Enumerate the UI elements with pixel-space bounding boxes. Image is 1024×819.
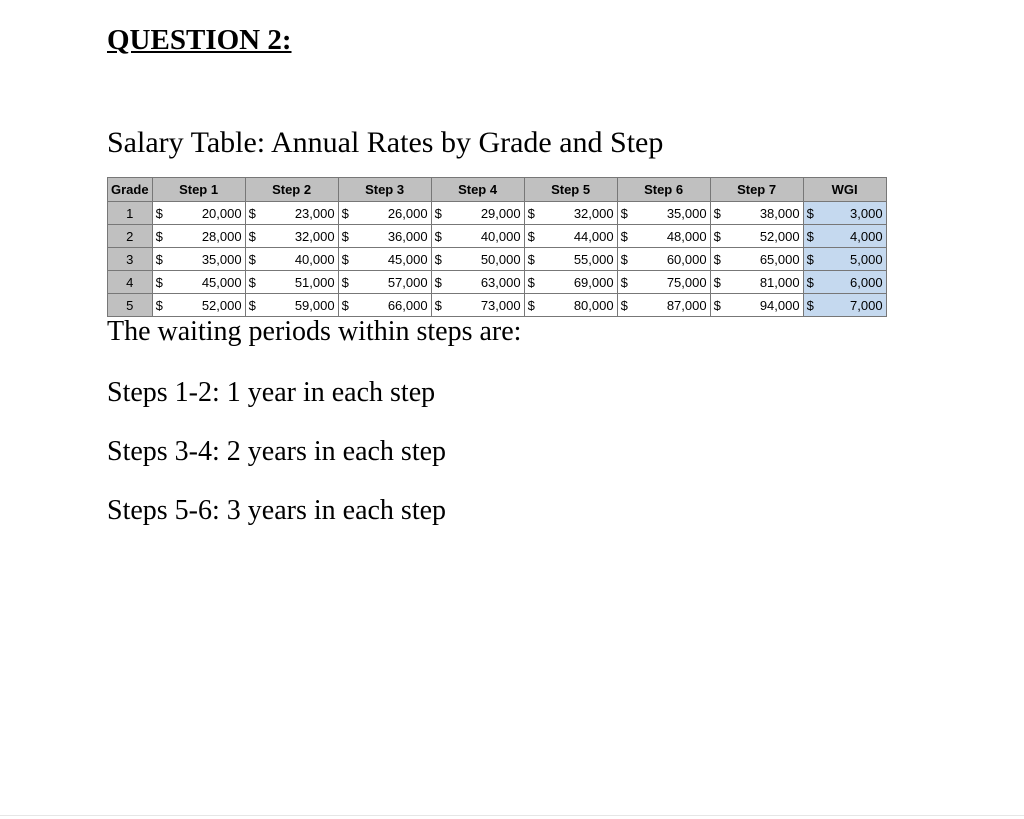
salary-table: [107, 177, 887, 317]
currency-symbol: $: [434, 228, 442, 244]
table-row: [108, 225, 887, 248]
amount: 32,000: [573, 205, 614, 221]
amount: 29,000: [480, 205, 521, 221]
amount: 26,000: [387, 205, 428, 221]
salary-cell: [338, 202, 431, 225]
currency-symbol: $: [434, 297, 442, 313]
salary-cell: [431, 271, 524, 294]
column-header: Step 7: [710, 178, 803, 202]
amount: 75,000: [666, 274, 707, 290]
amount: 6,000: [850, 274, 883, 290]
wgi-cell: [803, 294, 886, 317]
amount: 4,000: [850, 228, 883, 244]
salary-cell: [431, 225, 524, 248]
amount: 40,000: [480, 228, 521, 244]
salary-cell: [710, 294, 803, 317]
column-header: Step 3: [338, 178, 431, 202]
amount: 66,000: [387, 297, 428, 313]
currency-symbol: $: [527, 251, 535, 267]
wgi-cell: [803, 225, 886, 248]
salary-cell: [152, 248, 245, 271]
amount: 38,000: [759, 205, 800, 221]
amount: 69,000: [573, 274, 614, 290]
table-row: [108, 202, 887, 225]
column-header: Step 1: [152, 178, 245, 202]
amount: 3,000: [850, 205, 883, 221]
currency-symbol: $: [341, 228, 349, 244]
salary-cell: [617, 225, 710, 248]
header-row: [108, 178, 887, 202]
wgi-cell: [803, 271, 886, 294]
column-header: Step 4: [431, 178, 524, 202]
amount: 59,000: [294, 297, 335, 313]
salary-cell: [245, 271, 338, 294]
amount: 35,000: [666, 205, 707, 221]
amount: 35,000: [201, 251, 242, 267]
salary-cell: [431, 294, 524, 317]
currency-symbol: $: [155, 205, 163, 221]
currency-symbol: $: [155, 228, 163, 244]
amount: 94,000: [759, 297, 800, 313]
salary-cell: [152, 294, 245, 317]
salary-cell: [152, 271, 245, 294]
salary-cell: [710, 202, 803, 225]
amount: 48,000: [666, 228, 707, 244]
currency-symbol: $: [434, 251, 442, 267]
currency-symbol: $: [713, 205, 721, 221]
currency-symbol: $: [806, 274, 814, 290]
salary-cell: [617, 294, 710, 317]
grade-cell: 1: [108, 202, 153, 225]
currency-symbol: $: [713, 274, 721, 290]
table-title: Salary Table: Annual Rates by Grade and Step: [107, 126, 664, 159]
column-header: Step 5: [524, 178, 617, 202]
grade-cell: 4: [108, 271, 153, 294]
currency-symbol: $: [341, 251, 349, 267]
salary-cell: [338, 248, 431, 271]
salary-cell: [431, 248, 524, 271]
amount: 51,000: [294, 274, 335, 290]
currency-symbol: $: [713, 251, 721, 267]
currency-symbol: $: [155, 274, 163, 290]
amount: 50,000: [480, 251, 521, 267]
column-header: Step 6: [617, 178, 710, 202]
currency-symbol: $: [155, 297, 163, 313]
salary-cell: [245, 202, 338, 225]
currency-symbol: $: [527, 205, 535, 221]
amount: 73,000: [480, 297, 521, 313]
currency-symbol: $: [806, 251, 814, 267]
grade-cell: 5: [108, 294, 153, 317]
table-row: [108, 271, 887, 294]
salary-cell: [245, 225, 338, 248]
currency-symbol: $: [248, 205, 256, 221]
currency-symbol: $: [527, 274, 535, 290]
currency-symbol: $: [434, 205, 442, 221]
waiting-period-steps-3-4: Steps 3-4: 2 years in each step: [107, 436, 447, 467]
currency-symbol: $: [620, 274, 628, 290]
amount: 57,000: [387, 274, 428, 290]
amount: 5,000: [850, 251, 883, 267]
amount: 45,000: [387, 251, 428, 267]
amount: 52,000: [201, 297, 242, 313]
amount: 40,000: [294, 251, 335, 267]
amount: 45,000: [201, 274, 242, 290]
salary-cell: [710, 225, 803, 248]
currency-symbol: $: [434, 274, 442, 290]
salary-cell: [524, 294, 617, 317]
currency-symbol: $: [248, 297, 256, 313]
salary-cell: [431, 202, 524, 225]
column-header: WGI: [803, 178, 886, 202]
amount: 63,000: [480, 274, 521, 290]
waiting-intro: The waiting periods within steps are:: [107, 316, 522, 347]
amount: 80,000: [573, 297, 614, 313]
currency-symbol: $: [713, 228, 721, 244]
amount: 44,000: [573, 228, 614, 244]
currency-symbol: $: [341, 297, 349, 313]
question-title: QUESTION 2:: [107, 24, 292, 56]
waiting-period-steps-5-6: Steps 5-6: 3 years in each step: [107, 495, 447, 526]
amount: 52,000: [759, 228, 800, 244]
salary-cell: [524, 271, 617, 294]
salary-cell: [338, 271, 431, 294]
currency-symbol: $: [248, 274, 256, 290]
salary-cell: [338, 225, 431, 248]
amount: 65,000: [759, 251, 800, 267]
amount: 7,000: [850, 297, 883, 313]
currency-symbol: $: [527, 228, 535, 244]
currency-symbol: $: [620, 251, 628, 267]
salary-cell: [152, 225, 245, 248]
currency-symbol: $: [341, 274, 349, 290]
wgi-cell: [803, 202, 886, 225]
currency-symbol: $: [620, 297, 628, 313]
currency-symbol: $: [341, 205, 349, 221]
amount: 36,000: [387, 228, 428, 244]
salary-cell: [524, 248, 617, 271]
salary-cell: [245, 248, 338, 271]
salary-cell: [710, 248, 803, 271]
amount: 87,000: [666, 297, 707, 313]
column-header: Grade: [108, 178, 153, 202]
currency-symbol: $: [620, 205, 628, 221]
waiting-period-steps-1-2: Steps 1-2: 1 year in each step: [107, 377, 436, 408]
salary-cell: [617, 202, 710, 225]
salary-cell: [524, 202, 617, 225]
salary-cell: [617, 248, 710, 271]
currency-symbol: $: [527, 297, 535, 313]
column-header: Step 2: [245, 178, 338, 202]
salary-cell: [617, 271, 710, 294]
amount: 60,000: [666, 251, 707, 267]
salary-cell: [152, 202, 245, 225]
currency-symbol: $: [248, 251, 256, 267]
currency-symbol: $: [806, 205, 814, 221]
salary-cell: [338, 294, 431, 317]
salary-cell: [524, 225, 617, 248]
currency-symbol: $: [248, 228, 256, 244]
amount: 23,000: [294, 205, 335, 221]
currency-symbol: $: [713, 297, 721, 313]
currency-symbol: $: [806, 228, 814, 244]
currency-symbol: $: [155, 251, 163, 267]
amount: 20,000: [201, 205, 242, 221]
salary-cell: [245, 294, 338, 317]
grade-cell: 3: [108, 248, 153, 271]
salary-cell: [710, 271, 803, 294]
table-row: [108, 294, 887, 317]
amount: 55,000: [573, 251, 614, 267]
amount: 81,000: [759, 274, 800, 290]
currency-symbol: $: [806, 297, 814, 313]
table-row: [108, 248, 887, 271]
currency-symbol: $: [620, 228, 628, 244]
amount: 32,000: [294, 228, 335, 244]
page-bottom-divider: [0, 815, 1024, 816]
wgi-cell: [803, 248, 886, 271]
grade-cell: 2: [108, 225, 153, 248]
amount: 28,000: [201, 228, 242, 244]
